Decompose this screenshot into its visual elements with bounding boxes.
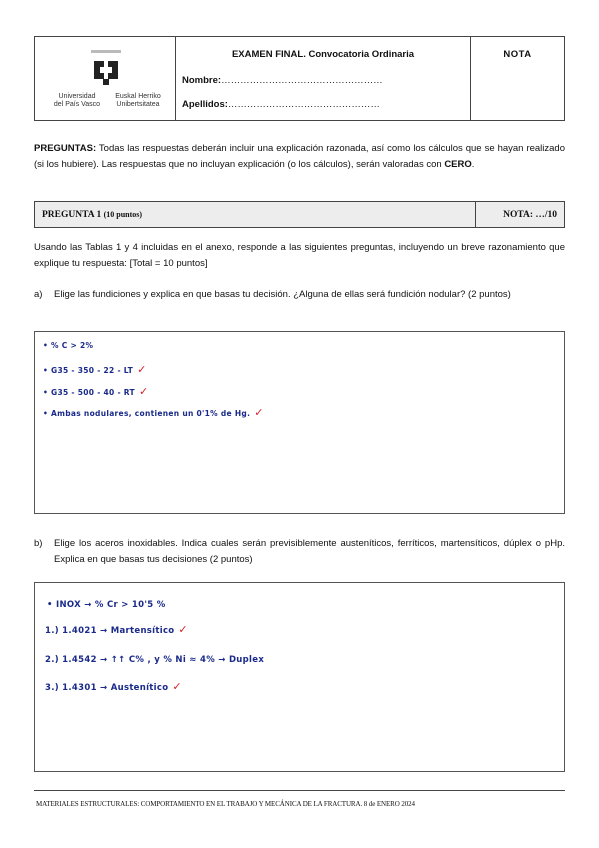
nota-cell bbox=[471, 37, 564, 120]
answer-b-line-3 bbox=[45, 655, 264, 665]
answer-b-line-1 bbox=[47, 600, 166, 610]
answer-a-line-3-text: • G35 - 500 - 40 - RT bbox=[43, 388, 135, 397]
logo-cell bbox=[35, 37, 176, 120]
instructions-text-2: . bbox=[471, 159, 475, 170]
exam-header-table bbox=[34, 36, 565, 121]
instructions-paragraph bbox=[34, 141, 565, 173]
nombre-field bbox=[182, 75, 383, 86]
answer-b-line-3-text: 2.) 1.4542 → ↑↑ C% , y % Ni ≈ 4% → Duplex bbox=[45, 655, 265, 665]
question-a-text: Elige las fundiciones y explica en que basas tu decisión. ¿Alguna de ellas será fundición nodular? (2 puntos) bbox=[54, 289, 511, 300]
question-a-label: a) bbox=[34, 289, 43, 300]
apellidos-label: Apellidos: bbox=[182, 99, 228, 110]
answer-b-line-4-text: 3.) 1.4301 → Austenítico bbox=[45, 683, 169, 693]
check-mark-icon: ✓ bbox=[137, 363, 147, 376]
instructions-text-1: Todas las respuestas deberán incluir una explicación razonada, así como los cálculos que se hayan realizado (si los hubiere). Las respuestas que no incluyan explicación (o los cálculos), serán valoradas con bbox=[34, 143, 565, 170]
answer-box-a[interactable] bbox=[34, 331, 565, 514]
question-1-nota: NOTA: …/10 bbox=[503, 210, 557, 220]
answer-a-line-2-text: • G35 - 350 - 22 - LT bbox=[43, 366, 134, 375]
nombre-dots: …………………………………………… bbox=[221, 75, 383, 86]
footer-divider bbox=[34, 790, 565, 791]
answer-a-line-3 bbox=[43, 385, 148, 398]
answer-b-line-2-text: 1.) 1.4021 → Martensítico bbox=[45, 626, 175, 636]
logo-text-es: Universidad del País Vasco bbox=[53, 93, 101, 108]
check-mark-icon: ✓ bbox=[254, 406, 264, 419]
logo-tagline bbox=[91, 50, 121, 53]
university-logo-icon bbox=[90, 57, 122, 87]
answer-box-b[interactable] bbox=[34, 582, 565, 772]
check-mark-icon: ✓ bbox=[178, 623, 188, 636]
answer-b-line-2 bbox=[45, 623, 188, 636]
nombre-label: Nombre: bbox=[182, 75, 222, 86]
answer-a-line-2 bbox=[43, 363, 147, 376]
apellidos-field bbox=[182, 99, 380, 110]
exam-title: EXAMEN FINAL. Convocatoria Ordinaria bbox=[231, 49, 415, 60]
question-b-label: b) bbox=[34, 538, 43, 549]
page-footer: MATERIALES ESTRUCTURALES: COMPORTAMIENTO EN EL TRABAJO Y MECÁNICA DE LA FRACTURA. 8 de ENERO 2024 bbox=[36, 800, 415, 808]
answer-a-line-4-text: • Ambas nodulares, contienen un 0'1% de Hg. bbox=[43, 409, 251, 418]
question-1-label: PREGUNTA 1 bbox=[42, 210, 102, 220]
nota-label: NOTA bbox=[503, 49, 532, 60]
question-b bbox=[34, 536, 565, 568]
question-a bbox=[34, 287, 565, 303]
question-b-text: Elige los aceros inoxidables. Indica cuales serán previsiblemente austeníticos, ferríticos, martensíticos, dúplex o pHp. Explica en que basas tus decisiones (2 puntos) bbox=[54, 538, 565, 565]
answer-a-line-1 bbox=[43, 341, 93, 350]
check-mark-icon: ✓ bbox=[172, 680, 182, 693]
logo-text-eu: Euskal Herriko Unibertsitatea bbox=[115, 93, 161, 108]
answer-b-line-4 bbox=[45, 680, 182, 693]
apellidos-dots: ………………………………………… bbox=[227, 99, 380, 110]
question-1-title bbox=[35, 202, 476, 227]
question-1-intro: Usando las Tablas 1 y 4 incluidas en el anexo, responde a las siguientes preguntas, incluyendo un breve razonamiento que explique tu respuesta: [Total = 10 puntos] bbox=[34, 242, 565, 269]
question-1-points: (10 puntos) bbox=[103, 210, 143, 219]
exam-info-cell bbox=[176, 37, 471, 120]
instructions-label: PREGUNTAS: bbox=[34, 143, 97, 154]
instructions-cero: CERO bbox=[444, 159, 472, 170]
check-mark-icon: ✓ bbox=[138, 385, 149, 398]
answer-a-line-4 bbox=[43, 406, 264, 419]
answer-a-line-1-text: • % C > 2% bbox=[43, 341, 94, 350]
answer-b-line-1-text: • INOX → % Cr > 10'5 % bbox=[47, 600, 166, 610]
question-1-header bbox=[34, 201, 565, 228]
